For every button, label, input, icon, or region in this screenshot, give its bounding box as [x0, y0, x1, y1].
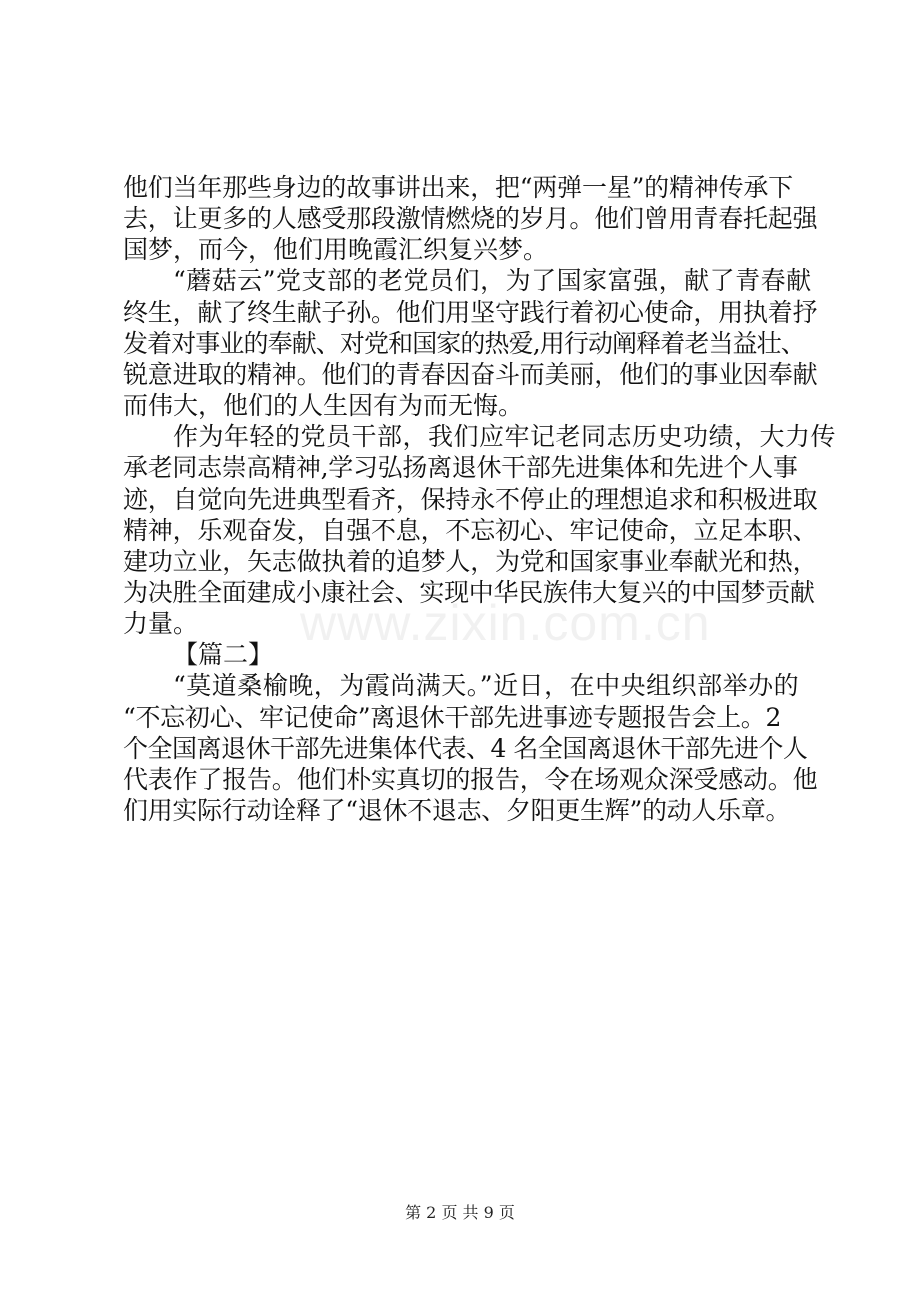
text-line: 迹，自觉向先进典型看齐，保持永不停止的理想追求和积极进取 [123, 485, 818, 514]
text-line: 建功立业，矢志做执着的追梦人，为党和国家事业奉献光和热， [123, 547, 818, 576]
page-footer: 第 2 页 共 9 页 [405, 1203, 515, 1222]
text-line: 为决胜全面建成小康社会、实现中华民族伟大复兴的中国梦贡献 [123, 578, 815, 607]
text-line: “不忘初心、牢记使命”离退休干部先进事迹专题报告会上。2 [123, 703, 782, 732]
text-line: 而伟大，他们的人生因有为而无悔。 [123, 391, 524, 420]
text-line: 国梦，而今，他们用晚霞汇织复兴梦。 [123, 235, 549, 264]
paragraph-start: 作为年轻的党员干部，我们应牢记老同志历史功绩，大力传 [173, 422, 837, 451]
text-line: 去，让更多的人感受那段激情燃烧的岁月。他们曾用青春托起强 [123, 204, 818, 233]
paragraph-start: “蘑菇云”党支部的老党员们，为了国家富强，献了青春献 [173, 266, 812, 295]
text-line: 代表作了报告。他们朴实真切的报告，令在场观众深受感动。他 [123, 765, 818, 794]
text-line: 们用实际行动诠释了“退休不退志、夕阳更生辉”的动人乐章。 [123, 796, 791, 825]
paragraph-start: “莫道桑榆晚，为霞尚满天。”近日，在中央组织部举办的 [173, 671, 800, 700]
text-line: 个全国离退休干部先进集体代表、4 名全国离退休干部先进个人 [123, 734, 808, 763]
section-heading: 【篇二】 [173, 640, 274, 669]
text-line: 他们当年那些身边的故事讲出来，把“两弹一星”的精神传承下 [123, 173, 793, 202]
watermark: www.zixin.com.cn [300, 595, 711, 651]
text-line: 发着对事业的奉献、对党和国家的热爱,用行动阐释着老当益壮、 [123, 329, 805, 358]
text-line: 承老同志崇高精神,学习弘扬离退休干部先进集体和先进个人事 [123, 453, 798, 482]
text-line: 终生，献了终生献子孙。他们用坚守践行着初心使命，用执着抒 [123, 298, 818, 327]
text-line: 精神，乐观奋发，自强不息，不忘初心、牢记使命，立足本职、 [123, 516, 818, 545]
text-line: 锐意进取的精神。他们的青春因奋斗而美丽，他们的事业因奉献 [123, 360, 818, 389]
text-line: 力量。 [123, 609, 199, 638]
